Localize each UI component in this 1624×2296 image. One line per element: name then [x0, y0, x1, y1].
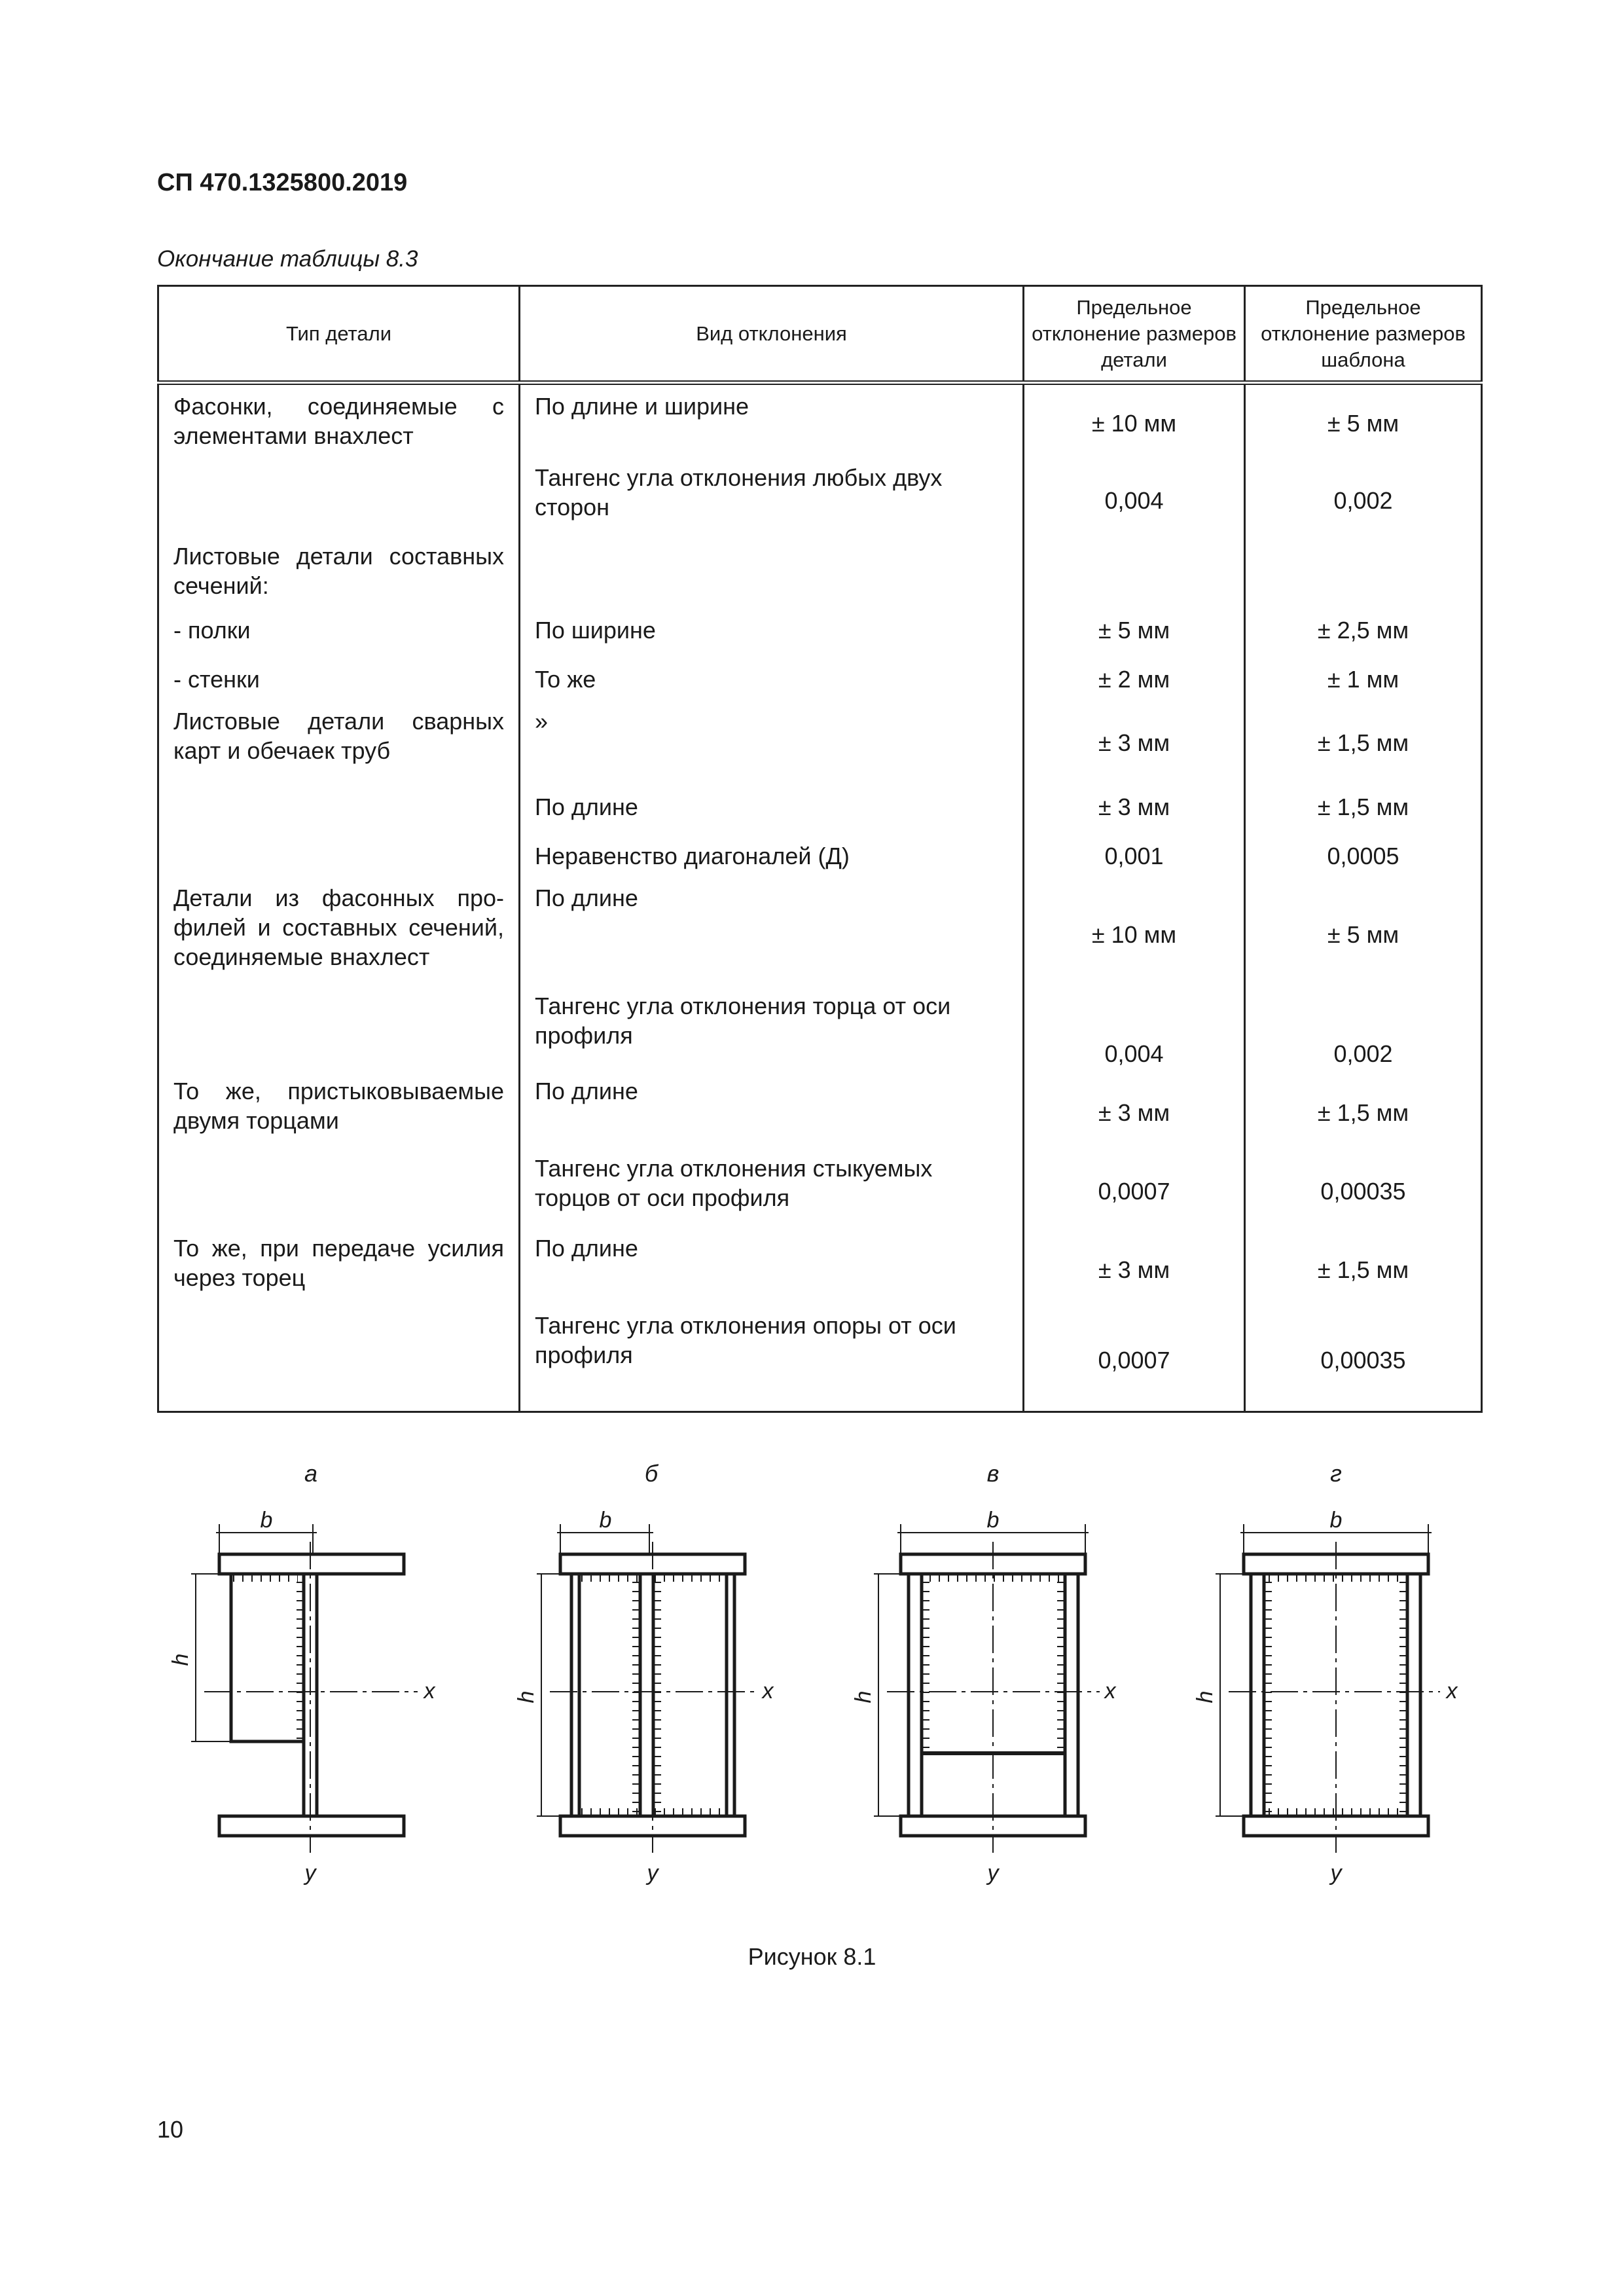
cell-part-type: Листовые детали сварных карт и обечаек труб — [158, 704, 520, 782]
cell-part-limit: 0,001 — [1024, 831, 1245, 881]
cell-template-limit: 0,0005 — [1245, 831, 1482, 881]
cell-deviation: По длине — [520, 782, 1024, 831]
table-row — [158, 704, 1482, 782]
cell-template-limit: 0,00035 — [1245, 1152, 1482, 1231]
cell-deviation: Тангенс угла отклонения опоры от оси профиля — [520, 1309, 1024, 1412]
axis-y-label: y — [647, 1861, 659, 1886]
axis-x-label: x — [424, 1679, 435, 1704]
cell-part-limit: ± 3 мм — [1024, 782, 1245, 831]
cell-deviation: Тангенс угла отклонения стыкуемых торцов от оси профиля — [520, 1152, 1024, 1231]
header-deviation-kind: Вид отклонения — [520, 286, 1024, 383]
cell-part-type — [158, 462, 520, 540]
cell-template-limit: ± 1,5 мм — [1245, 1074, 1482, 1152]
dimension-h-label: h — [514, 1690, 539, 1704]
axis-y-label: y — [987, 1861, 999, 1886]
cell-part-type: - стенки — [158, 655, 520, 704]
cell-deviation: По длине — [520, 1074, 1024, 1152]
header-part-type: Тип детали — [158, 286, 520, 383]
cell-part-limit: ± 3 мм — [1024, 1074, 1245, 1152]
cell-part-type — [158, 1309, 520, 1412]
table-row — [158, 989, 1482, 1074]
table-caption: Окончание таблицы 8.3 — [157, 246, 418, 272]
cell-template-limit: 0,002 — [1245, 462, 1482, 540]
cell-part-type — [158, 831, 520, 881]
header-template-limit: Предельное отклонение размеров шаблона — [1245, 286, 1482, 383]
table-row — [158, 655, 1482, 704]
cell-template-limit: ± 1,5 мм — [1245, 704, 1482, 782]
cell-template-limit: ± 1,5 мм — [1245, 782, 1482, 831]
cell-part-limit: ± 3 мм — [1024, 1231, 1245, 1309]
table-header-row — [158, 286, 1482, 383]
cell-part-type: Фасонки, соединяемые с элементами внахлест — [158, 383, 520, 462]
table-row — [158, 782, 1482, 831]
cell-part-type: Детали из фасонных про-филей и составных сечений, соединяемые внахлест — [158, 881, 520, 989]
cell-part-type: То же, при передаче усилия через торец — [158, 1231, 520, 1309]
document-code: СП 470.1325800.2019 — [157, 169, 408, 196]
table-row — [158, 881, 1482, 989]
dimension-b-label: b — [599, 1508, 612, 1533]
axis-x-label: x — [1446, 1679, 1458, 1704]
cell-deviation: » — [520, 704, 1024, 782]
cell-deviation: Тангенс угла отклонения любых двух сторон — [520, 462, 1024, 540]
cell-template-limit: 0,00035 — [1245, 1309, 1482, 1412]
cell-deviation: То же — [520, 655, 1024, 704]
axis-x-label: x — [762, 1679, 774, 1704]
table-row — [158, 540, 1482, 606]
cell-template-limit: ± 5 мм — [1245, 881, 1482, 989]
section-diagram-v — [851, 1460, 1117, 1886]
cell-part-type: То же, пристыковываемые двумя торцами — [158, 1074, 520, 1152]
panel-label-g: г — [1330, 1460, 1342, 1487]
table-row — [158, 831, 1482, 881]
cell-part-limit: 0,004 — [1024, 989, 1245, 1074]
cell-part-limit: ± 3 мм — [1024, 704, 1245, 782]
section-diagram-b — [514, 1460, 774, 1886]
dimension-h-label: h — [168, 1653, 193, 1666]
table-row — [158, 1074, 1482, 1152]
panel-label-v: в — [986, 1460, 1000, 1487]
cell-deviation: По ширине — [520, 606, 1024, 655]
dimension-b-label: b — [1329, 1508, 1343, 1533]
dimension-h-label: h — [851, 1690, 876, 1704]
axis-x-label: x — [1104, 1679, 1116, 1704]
figure-caption: Рисунок 8.1 — [748, 1943, 876, 1970]
dimension-h-label: h — [1193, 1690, 1218, 1704]
figure-8-1-diagram — [0, 1440, 1624, 1886]
table-row — [158, 1152, 1482, 1231]
axis-y-label: y — [1330, 1861, 1342, 1886]
cell-part-type: Листовые детали составных сечений: — [158, 540, 520, 606]
table-row — [158, 462, 1482, 540]
cell-part-type — [158, 989, 520, 1074]
table-row — [158, 1309, 1482, 1412]
cell-part-limit: ± 5 мм — [1024, 606, 1245, 655]
cell-template-limit: ± 1,5 мм — [1245, 1231, 1482, 1309]
table-row — [158, 606, 1482, 655]
dimension-b-label: b — [260, 1508, 273, 1533]
cell-template-limit: ± 2,5 мм — [1245, 606, 1482, 655]
dimension-b-label: b — [986, 1508, 1000, 1533]
cell-deviation: По длине — [520, 1231, 1024, 1309]
cell-template-limit — [1245, 540, 1482, 606]
header-part-limit: Предельное отклонение размеров детали — [1024, 286, 1245, 383]
cell-part-type: - полки — [158, 606, 520, 655]
cell-part-limit: 0,0007 — [1024, 1152, 1245, 1231]
page-number: 10 — [157, 2116, 184, 2143]
cell-part-limit: ± 10 мм — [1024, 383, 1245, 462]
cell-part-limit: 0,0007 — [1024, 1309, 1245, 1412]
cell-part-limit: 0,004 — [1024, 462, 1245, 540]
cell-deviation: Тангенс угла отклонения торца от оси профиля — [520, 989, 1024, 1074]
section-diagram-g — [1193, 1460, 1458, 1886]
panel-label-b: б — [644, 1460, 659, 1487]
section-diagram-a — [168, 1460, 436, 1886]
panel-label-a: а — [304, 1460, 318, 1487]
cell-deviation: По длине — [520, 881, 1024, 989]
cell-part-limit: ± 2 мм — [1024, 655, 1245, 704]
cell-template-limit: ± 1 мм — [1245, 655, 1482, 704]
cell-template-limit: ± 5 мм — [1245, 383, 1482, 462]
cell-template-limit: 0,002 — [1245, 989, 1482, 1074]
cell-part-limit — [1024, 540, 1245, 606]
cell-deviation — [520, 540, 1024, 606]
table-row — [158, 1231, 1482, 1309]
table-row — [158, 383, 1482, 462]
cell-part-limit: ± 10 мм — [1024, 881, 1245, 989]
cell-deviation: По длине и ширине — [520, 383, 1024, 462]
cell-part-type — [158, 782, 520, 831]
axis-y-label: y — [304, 1861, 316, 1886]
deviation-table — [157, 285, 1483, 1413]
cell-part-type — [158, 1152, 520, 1231]
cell-deviation: Неравенство диагоналей (Д) — [520, 831, 1024, 881]
